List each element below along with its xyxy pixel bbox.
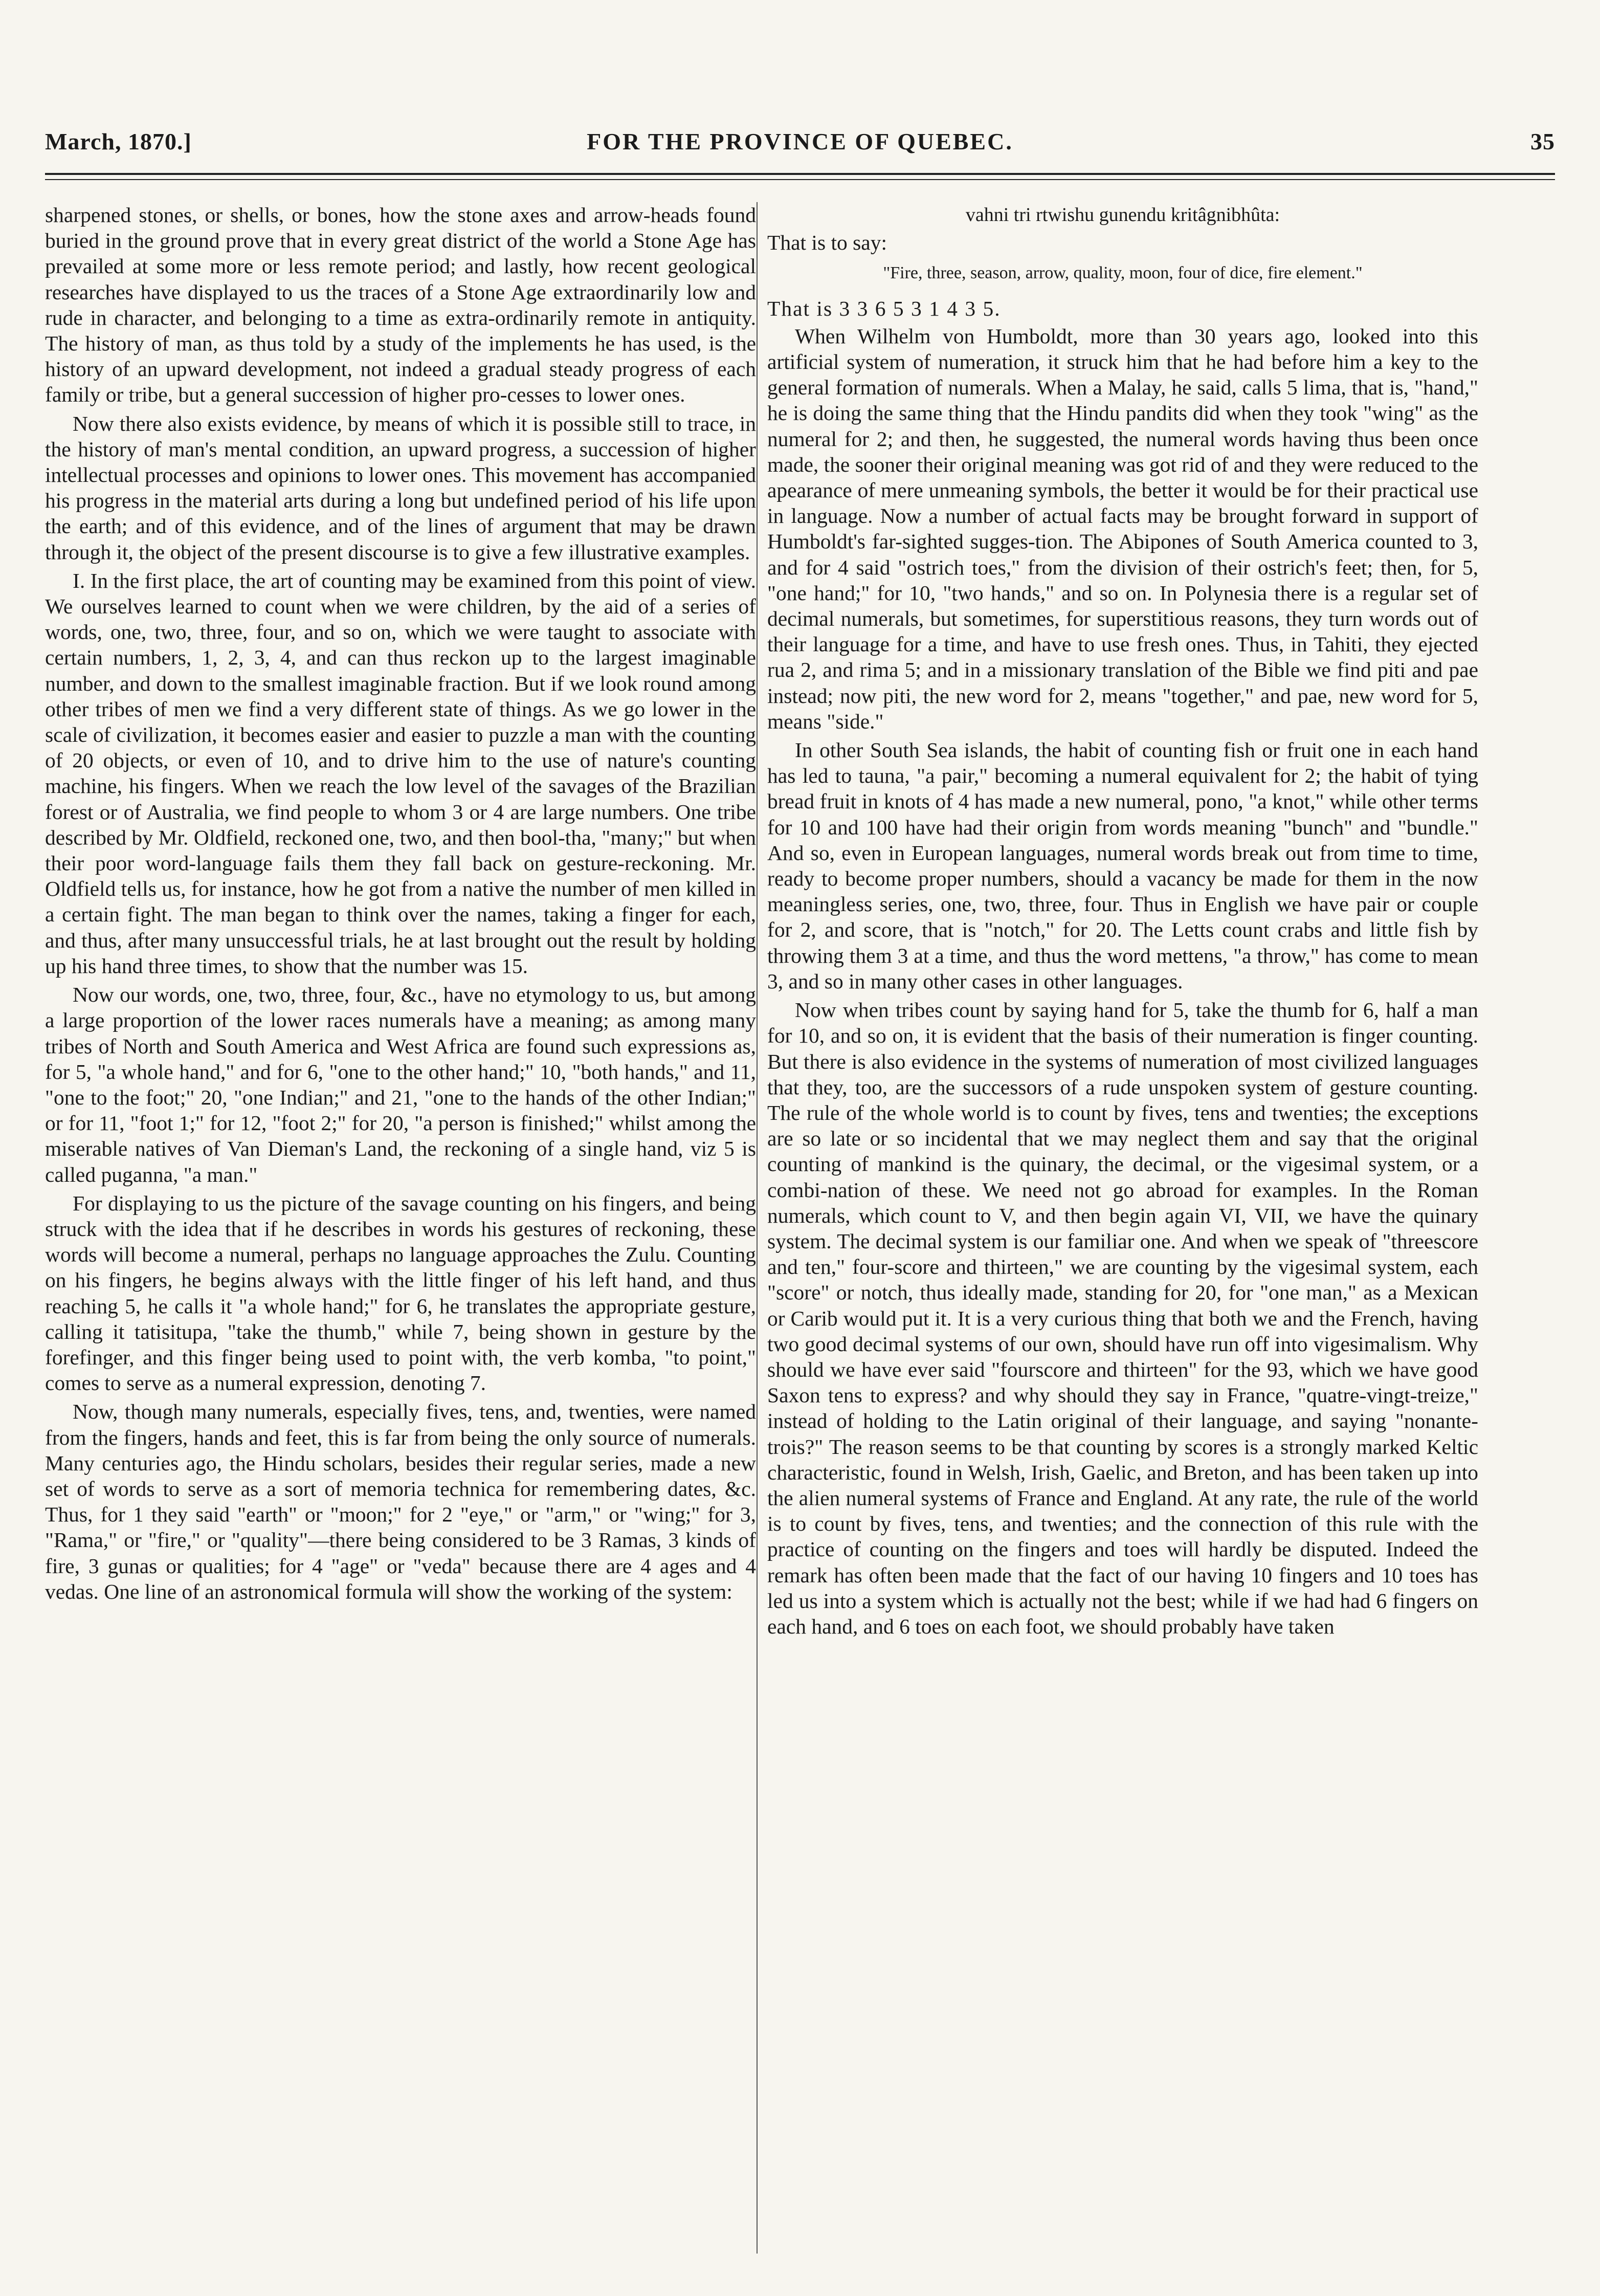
running-header (45, 128, 1555, 164)
column-divider (757, 202, 758, 2254)
left-paragraph-6: Now, though many numerals, especially fives, tens, and, twenties, were named from the fingers, hands and feet, this is far from being the only source of numerals. Many centuries ago, the Hindu scholars, besides their regular series, made a new set of words to serve as a sort of memoria technica for remembering dates, &c. Thus, for 1 they said "earth" or "moon;" for 2 "eye," or "arm," or "wing;" for 3, "Rama," or "fire," or "quality"—there being considered to be 3 Ramas, 3 kinds of fire, 3 gunas or qualities; for 4 "age" or "veda" because there are 4 ages and 4 vedas. One line of an astronomical formula will show the working of the system: (45, 1400, 756, 1603)
left-paragraph-5: For displaying to us the picture of the savage counting on his fingers, and being struck with the idea that if he describes in words his gestures of reckoning, these words will become a numeral, perhaps no language approaches the Zulu. Counting on his fingers, he begins always with the little finger of his left hand, and thus reaching 5, he calls it "a whole hand;" for 6, he translates the appropriate gesture, calling it tatisitupa, "take the thumb," while 7, being shown in gesture by the forefinger, and this finger being used to point with, the verb komba, "to point," comes to serve as a numeral expression, denoting 7. (45, 1191, 756, 1395)
page-number: 35 (1530, 128, 1555, 154)
formula-digits: That is 3 3 6 5 3 1 4 3 5. (767, 296, 1001, 320)
sanskrit-formula: vahni tri rtwishu gunendu kritâgnibhûta: (965, 204, 1280, 226)
right-column (767, 202, 1478, 2269)
header-date: March, 1870.] (45, 128, 192, 154)
header-title: FOR THE PROVINCE OF QUEBEC. (587, 128, 1013, 154)
left-paragraph-4: Now our words, one, two, three, four, &c., have no etymology to us, but among a large proportion of the lower races numerals have a meaning; as among many tribes of North and South America and West Africa are found such expressions as, for 5, "a whole hand," and for 6, "one to the other hand;" 10, "both hands," and 11, "one to the foot;" 20, "one Indian;" and 21, "one to the hands of the other Indian;" or for 11, "foot 1;" for 12, "foot 2;" for 20, "a person is finished;" whilst among the miserable natives of Van Dieman's Land, the reckoning of a single hand, viz 5 is called puganna, "a man." (45, 983, 756, 1186)
right-paragraph-3: Now when tribes count by saying hand for 5, take the thumb for 6, half a man for 10, and so on, it is evident that the basis of their numeration is finger counting. But there is also evidence in the systems of numeration of most civilized languages that they, too, are the successors of a rude unspoken system of gesture counting. The rule of the whole world is to count by fives, tens and twenties; the exceptions are so late or so incidental that we may neglect them and say that the original counting of mankind is the quinary, the decimal, or the vigesimal system, or a combi-nation of these. We need not go abroad for examples. In the Roman numerals, which count to V, and then begin again VI, VII, we have the quinary system. The decimal system is our familiar one. And when we speak of "threescore and ten," four-score and thirteen," we are counting by the vigesimal system, each "score" or notch, thus ideally made, standing for 20, for "one man," as a Mexican or Carib would put it. It is a very curious thing that both we and the French, having two good decimal systems of our own, should have run off into vigesimalism. Why should we have ever said "fourscore and thirteen" for the 93, which we have good Saxon tens to express? and why should they say in France, "quatre-vingt-treize," instead of holding to the Latin original of their language, and saying "nonante-trois?" The reason seems to be that counting by scores is a strongly marked Keltic characteristic, found in Welsh, Irish, Gaelic, and Breton, and has been taken up into the alien numeral systems of France and England. At any rate, the rule of the world is to count by fives, tens, and twenties; and the connection of this rule with the practice of counting on the fingers and toes will hardly be disputed. Indeed the remark has often been made that the fact of our having 10 fingers and 10 toes has led us into a system which is actually not the best; while if we had had 6 fingers on each hand, and 6 toes on each foot, we should probably have taken (767, 998, 1478, 1638)
header-rule-thick (45, 173, 1555, 175)
header-rule-thin (45, 179, 1555, 180)
left-paragraph-1: sharpened stones, or shells, or bones, how the stone axes and arrow-heads found buried in the ground prove that in every great district of the world a Stone Age has prevailed at some more or less remote period; and lastly, how recent geological researches have displayed to us the traces of a Stone Age extraordinarily low and rude in character, and belonging to a time as extra-ordinarily remote in antiquity. The history of man, as thus told by a study of the implements he has used, is the history of an upward development, not indeed a gradual steady progress of each family or tribe, but a general succession of higher pro-cesses to lower ones. (45, 203, 756, 407)
left-paragraph-3: I. In the first place, the art of counting may be examined from this point of view. We ourselves learned to count when we were children, by the aid of a series of words, one, two, three, four, and so on, which we were taught to associate with certain numbers, 1, 2, 3, 4, and can thus reckon up to the largest imaginable number, and down to the smallest imaginable fraction. But if we look round among other tribes of men we find a very different state of things. As we go lower in the scale of civilization, it becomes easier and easier to puzzle a man with the counting of 20 objects, or even of 10, and to drive him to the use of nature's counting machine, his fingers. When we reach the low level of the savages of the Brazilian forest or of Australia, we find people to whom 3 or 4 are large numbers. One tribe described by Mr. Oldfield, reckoned one, two, and then bool-tha, "many;" but when their poor word-language fails them they fall back on gesture-reckoning. Mr. Oldfield tells us, for instance, how he got from a native the number of men killed in a certain fight. The man began to think over the names, taking a finger for each, and thus, after many unsuccessful trials, he at last brought out the result by holding up his hand three times, to show that the number was 15. (45, 568, 756, 978)
left-paragraph-2: Now there also exists evidence, by means of which it is possible still to trace, in the history of man's mental condition, an upward progress, a succession of higher intellectual processes and opinions to lower ones. This movement has accompanied his progress in the material arts during a long but undefined period of his life upon the earth; and of this evidence, and of the lines of argument that may be drawn through it, the object of the present discourse is to give a few illustrative examples. (45, 411, 756, 564)
that-is-to-say: That is to say: (767, 231, 887, 255)
formula-translation: "Fire, three, season, arrow, quality, moon, four of dice, fire element." (883, 263, 1363, 283)
right-paragraph-1: When Wilhelm von Humboldt, more than 30 years ago, looked into this artificial system of numeration, it struck him that he had before him a key to the general formation of numerals. When a Malay, he said, calls 5 lima, that is, "hand," he is doing the same thing that the Hindu pandits did when they took "wing" as the numeral for 2; and then, he suggested, the numeral words having thus been once made, the sooner their original meaning was got rid of and they were reduced to the apearance of mere unmeaning symbols, the better it would be for their practical use in language. Now a number of actual facts may be brought forward in support of Humboldt's far-sighted sugges-tion. The Abipones of South America counted to 3, and for 4 said "ostrich toes," from the division of their ostrich's feet; then, for 5, "one hand;" for 10, "two hands," and so on. In Polynesia there is a regular set of decimal numerals, but sometimes, for superstitious reasons, they turn words out of their language for a time, and have to use fresh ones. Thus, in Tahiti, they ejected rua 2, and rima 5; and in a missionary translation of the Bible we find piti and pae instead; now piti, the new word for 2, means "together," and pae, new word for 5, means "side." (767, 324, 1478, 733)
left-column (45, 202, 756, 2269)
right-paragraph-2: In other South Sea islands, the habit of counting fish or fruit one in each hand has led to tauna, "a pair," becoming a numeral equivalent for 2; the habit of tying bread fruit in knots of 4 has made a new numeral, pono, "a knot," while other terms for 10 and 100 have had their origin from words meaning "bunch" and "bundle." And so, even in European languages, numeral words break out from time to time, ready to become proper numbers, should a vacancy be made for them in the now meaningless series, one, two, three, four. Thus in English we have pair or couple for 2, and score, that is "notch," for 20. The Letts count crabs and little fish by throwing them 3 at a time, and thus the word mettens, "a throw," has come to mean 3, and so in many other cases in other languages. (767, 738, 1478, 993)
